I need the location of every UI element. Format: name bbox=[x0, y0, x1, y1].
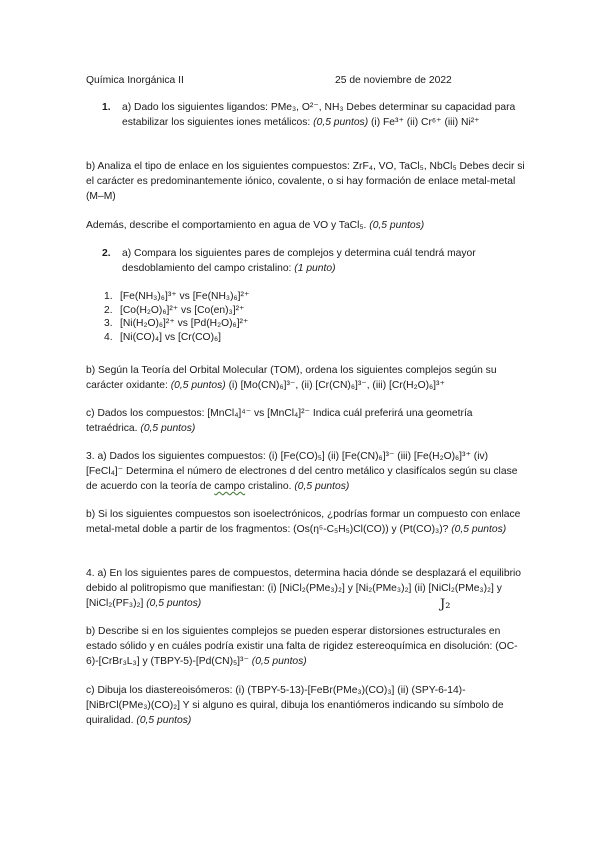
question-1b-text: b) Analiza el tipo de enlace en los siguientes compuestos: ZrF₄, VO, TaCl₅, NbCl₅ Debes decir si el carácter es predominantemente iónico, covalente, o si hay formación de enlace metal-metal (M–M) bbox=[86, 161, 525, 202]
question-4c bbox=[86, 683, 526, 728]
question-3b bbox=[86, 507, 526, 537]
complex-pair-list bbox=[104, 290, 504, 344]
question-2c-points: (0,5 puntos) bbox=[140, 423, 196, 434]
question-3b-text: b) Si los siguientes compuestos son isoelectrónicos, ¿podrías formar un compuesto con enlace metal-metal doble a partir de los fragmentos: (Os(η⁵-C₅H₅)Cl(CO)) y (Pt(CO)₃)? bbox=[86, 509, 521, 535]
list-item-number: 3. bbox=[104, 318, 113, 329]
list-item bbox=[104, 290, 504, 304]
question-2a bbox=[102, 246, 526, 276]
question-4c-text: c) Dibuja los diastereoisómeros: (i) (TBPY-5-13)-[FeBr(PMe₃)(CO)₃] (ii) (SPY-6-14)-[NiBrCl(PMe₃)(CO)₂] Y si alguno es quiral, dibuja los enantiómeros indicando su símbolo de quiralidad. bbox=[86, 685, 504, 726]
question-1a-text: a) Dado los siguientes ligandos: PMe₃, O²⁻, NH₃ Debes determinar su capacidad para estabilizar los siguientes iones metálicos: bbox=[122, 102, 516, 128]
question-1c bbox=[86, 218, 526, 233]
question-4c-points: (0,5 puntos) bbox=[136, 715, 192, 726]
question-2a-body bbox=[106, 246, 526, 276]
list-item bbox=[104, 304, 504, 318]
question-2-number: 2. bbox=[102, 248, 111, 259]
question-2c bbox=[86, 406, 526, 436]
list-item-number: 1. bbox=[104, 291, 113, 302]
list-item-text: [Fe(NH₃)₆]³⁺ vs [Fe(NH₃)₆]²⁺ bbox=[120, 291, 250, 302]
question-1a-ions: (i) Fe³⁺ (ii) Cr⁶⁺ (iii) Ni²⁺ bbox=[371, 117, 480, 128]
list-item bbox=[104, 331, 504, 345]
list-item-text: [Co(H₂O)₆]²⁺ vs [Co(en)₃]²⁺ bbox=[120, 304, 245, 316]
question-4b-text: b) Describe si en los siguientes complejos se pueden esperar distorsiones estructurales en estado sólido y en cuáles podría existir una falta de rigidez estereoquímica en disolución: (OC-6)-[CrBr₃L₃] y (TBPY-5)-[Pd(CN)₅]³⁻ bbox=[86, 626, 518, 667]
list-item-number: 4. bbox=[104, 331, 113, 343]
question-2b bbox=[86, 363, 526, 393]
question-2a-points: (1 punto) bbox=[294, 263, 336, 274]
question-4a-points: (0,5 puntos) bbox=[146, 598, 202, 609]
question-3b-points: (0,5 puntos) bbox=[451, 524, 507, 535]
question-1c-points: (0,5 puntos) bbox=[369, 220, 425, 231]
question-2b-text: b) Según la Teoría del Orbital Molecular (TOM), ordena los siguientes complejos según su carácter oxidante: bbox=[86, 365, 497, 391]
question-1a-points: (0,5 puntos) bbox=[313, 117, 369, 128]
question-2c-text: c) Dados los compuestos: [MnCl₄]⁴⁻ vs [MnCl₄]²⁻ Indica cuál preferirá una geometría tetraédrica. bbox=[86, 408, 473, 434]
question-4a-text: 4. a) En los siguientes pares de compuestos, determina hacia dónde se desplazará el equilibrio debido al politropismo que manifiestan: (i) [NiCl₂(PMe₃)₂] y [Ni₂(PMe₃)₂] (ii) [NiCl₂(PMe₃)₂] y [NiCl₂(PF₃)₂] bbox=[86, 568, 522, 609]
list-item-number: 2. bbox=[104, 304, 113, 316]
question-1-number: 1. bbox=[102, 102, 111, 113]
question-4a bbox=[86, 566, 526, 611]
question-3a-text-end: cristalino. bbox=[245, 481, 292, 492]
list-item-text: [Ni(CO)₄] vs [Cr(CO)₆] bbox=[120, 331, 222, 343]
question-1c-text: Además, describe el comportamiento en agua de VO y TaCl₅. bbox=[86, 220, 367, 231]
course-title: Química Inorgánica II bbox=[86, 75, 184, 86]
handwritten-mark: J₂ bbox=[440, 597, 451, 612]
question-1a bbox=[102, 100, 526, 130]
question-3a bbox=[86, 449, 526, 494]
list-item-text: [Ni(H₂O)₆]²⁺ vs [Pd(H₂O)₆]²⁺ bbox=[120, 318, 249, 329]
question-1a-body bbox=[106, 100, 526, 130]
question-2b-points: (0,5 puntos) bbox=[170, 380, 226, 391]
question-4b-points: (0,5 puntos) bbox=[251, 656, 307, 667]
question-2a-text: a) Compara los siguientes pares de complejos y determina cuál tendrá mayor desdoblamiento del campo cristalino: bbox=[122, 248, 476, 274]
exam-date: 25 de noviembre de 2022 bbox=[335, 75, 452, 86]
spellcheck-word: campo bbox=[214, 481, 246, 492]
question-1b bbox=[86, 159, 526, 204]
list-item bbox=[104, 317, 504, 331]
question-3a-text: 3. a) Dados los siguientes compuestos: (i) [Fe(CO)₅] (ii) [Fe(CN)₆]³⁻ (iii) [Fe(H₂O)₆]³⁺ (iv) [FeCl₄]⁻ Determina el número de electrones d del centro metálico y clasifícalos según su clase de acuerdo con la teoría de bbox=[86, 451, 518, 492]
question-4b bbox=[86, 624, 526, 669]
question-3a-points: (0,5 puntos) bbox=[294, 481, 350, 492]
question-2b-complexes: (i) [Mo(CN)₆]³⁻, (ii) [Cr(CN)₆]³⁻, (iii) [Cr(H₂O)₆]³⁺ bbox=[228, 380, 445, 391]
